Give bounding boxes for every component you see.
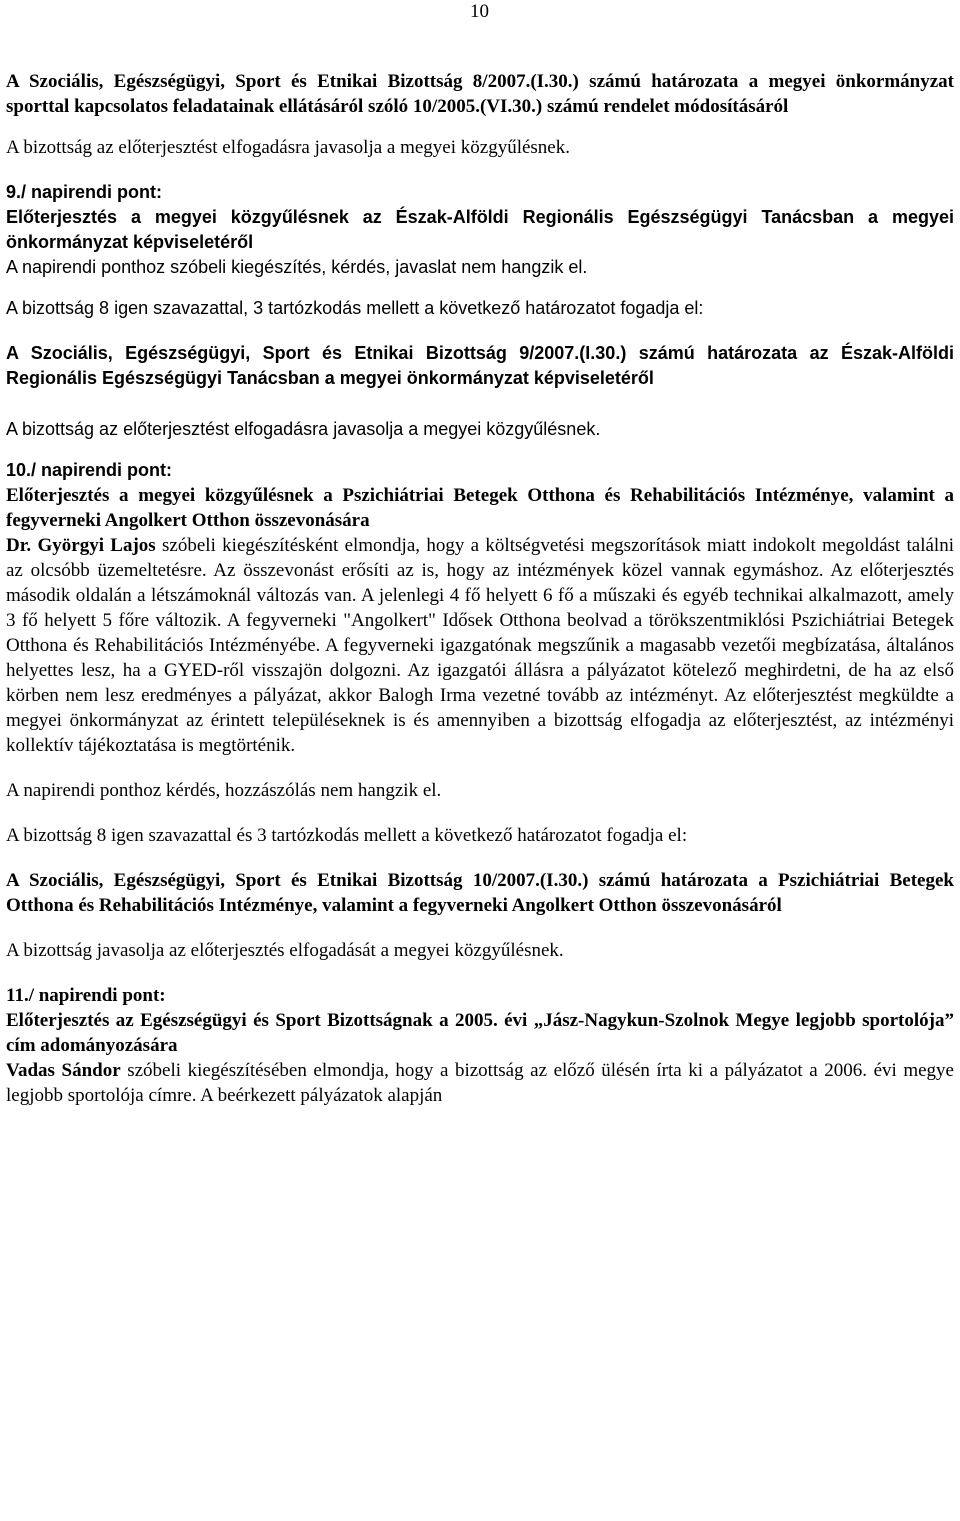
speaker-name: Vadas Sándor	[6, 1060, 121, 1081]
page-number: 10	[470, 1, 489, 22]
resolution-8-text: A bizottság az előterjesztést elfogadásra javasolja a megyei közgyűlésnek.	[6, 137, 570, 158]
agenda-item-11-title: Előterjesztés az Egészségügyi és Sport Bizottságnak a 2005. évi „Jász-Nagykun-Szolnok Megye legjobb sportolója” cím adományozására	[6, 1010, 954, 1056]
agenda-item-10-body: szóbeli kiegészítésként elmondja, hogy a költségvetési megszorítások miatt indokolt megoldást találni az olcsóbb üzemeltetésre. Az összevonást erősíti az is, hogy az intézmények közel vannak egymáshoz. Az előterjesztés második oldalán a létszámoknál változás van. A jelenlegi 4 fő helyett 6 fő a műszaki és egyéb technikai alkalmazott, amely 3 fő helyett 5 főre változik. A fegyverneki "Angolkert" Idősek Otthona beolvad a törökszentmiklósi Pszichiátriai Betegek Otthona és Rehabilitációs Intézményébe. A fegyverneki igazgatónak megszűnik a magasabb vezetői megbízatása, általános helyettes lesz, ha a GYED-ről visszajön dolgozni. Az igazgatói állásra a pályázatot kötelező meghirdetni, de ha az első körben nem lesz eredményes a pályázat, akkor Balogh Irma vezetné tovább az intézményt. Az előterjesztést megküldte a megyei önkormányzat az érintett településeknek is és amennyiben a bizottság elfogadja az előterjesztést, az intézményi kollektív tájékoztatása is megtörténik.	[6, 535, 954, 756]
agenda-item-10-heading: 10./ napirendi pont:	[6, 460, 173, 480]
resolution-8-title: A Szociális, Egészségügyi, Sport és Etnikai Bizottság 8/2007.(I.30.) számú határozata a megyei önkormányzat sporttal kapcsolatos feladatainak ellátásáról szóló 10/2005.(VI.30.) számú rendelet módosításáról	[6, 71, 954, 117]
resolution-9-text: A bizottság az előterjesztést elfogadásra javasolja a megyei közgyűlésnek.	[6, 419, 601, 439]
agenda-item-9-title: Előterjesztés a megyei közgyűlésnek az Észak-Alföldi Regionális Egészségügyi Tanácsban a megyei önkormányzat képviseletéről	[6, 207, 954, 252]
resolution-10-text: A bizottság javasolja az előterjesztés elfogadását a megyei közgyűlésnek.	[6, 940, 564, 961]
resolution-10-title: A Szociális, Egészségügyi, Sport és Etnikai Bizottság 10/2007.(I.30.) számú határozata a Pszichiátriai Betegek Otthona és Rehabilitációs Intézménye, valamint a fegyverneki Angolkert Otthon összevonásáról	[6, 870, 954, 916]
agenda-item-9-heading: 9./ napirendi pont:	[6, 182, 162, 202]
resolution-9-title: A Szociális, Egészségügyi, Sport és Etnikai Bizottság 9/2007.(I.30.) számú határozata az Észak-Alföldi Regionális Egészségügyi Tanácsban a megyei önkormányzat képviseletéről	[6, 343, 954, 388]
agenda-item-10-paragraph	[6, 533, 954, 758]
speaker-name: Dr. Györgyi Lajos	[6, 535, 156, 556]
agenda-item-11-heading: 11./ napirendi pont:	[6, 985, 166, 1006]
agenda-item-11-body: szóbeli kiegészítésében elmondja, hogy a bizottság az előző ülésén írta ki a pályázatot a 2006. évi megye legjobb sportolója címre. A beérkezett pályázatok alapján	[6, 1060, 954, 1106]
agenda-item-10-vote: A bizottság 8 igen szavazattal és 3 tartózkodás mellett a következő határozatot fogadja el:	[6, 825, 688, 846]
agenda-item-9-note: A napirendi ponthoz szóbeli kiegészítés, kérdés, javaslat nem hangzik el.	[6, 257, 588, 277]
agenda-item-9-vote: A bizottság 8 igen szavazattal, 3 tartózkodás mellett a következő határozatot fogadja el:	[6, 298, 704, 318]
agenda-item-11-paragraph	[6, 1058, 954, 1108]
document-body	[6, 69, 954, 1108]
agenda-item-10-title: Előterjesztés a megyei közgyűlésnek a Pszichiátriai Betegek Otthona és Rehabilitációs Intézménye, valamint a fegyverneki Angolkert Otthon összevonására	[6, 485, 954, 531]
agenda-item-10-note: A napirendi ponthoz kérdés, hozzászólás nem hangzik el.	[6, 780, 442, 801]
